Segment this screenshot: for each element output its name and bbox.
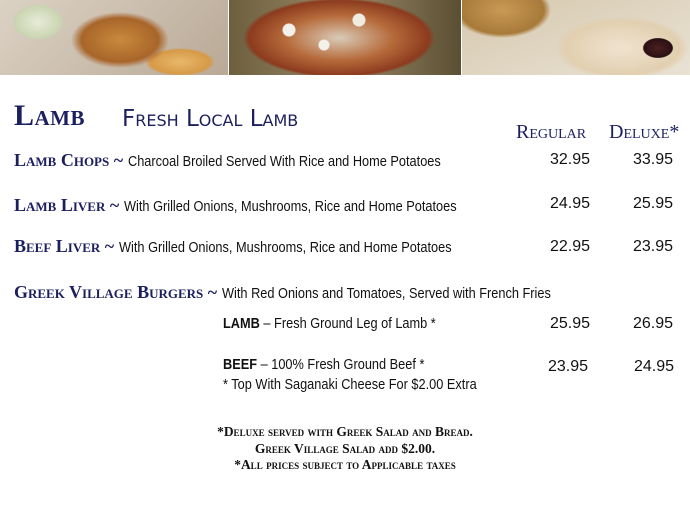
- item-name: Lamb Chops ~: [14, 150, 124, 170]
- price-deluxe: 23.95: [633, 238, 674, 255]
- food-photo-strip: [0, 0, 690, 75]
- price-deluxe: 25.95: [633, 195, 674, 212]
- price-regular: 22.95: [550, 238, 591, 255]
- option-description: – 100% Fresh Ground Beef *: [257, 357, 425, 373]
- option-name: LAMB: [223, 316, 260, 332]
- column-header-deluxe: Deluxe*: [609, 121, 680, 143]
- pasta-dish-photo: [229, 0, 461, 75]
- fried-fish-photo: [0, 0, 228, 75]
- deluxe-note: *Deluxe served with Greek Salad and Bread.: [217, 424, 473, 439]
- burger-option-lamb: [223, 315, 465, 333]
- column-header-regular: Regular: [516, 121, 587, 143]
- item-description: With Red Onions and Tomatoes, Served with French Fries: [221, 286, 551, 302]
- price-regular: 23.95: [548, 358, 589, 375]
- salad-note: Greek Village Salad add $2.00.: [254, 441, 436, 456]
- burger-option-beef: [223, 356, 452, 374]
- price-deluxe: 26.95: [633, 315, 674, 332]
- dip-plate-photo: [462, 0, 690, 75]
- option-name: BEEF: [223, 357, 258, 373]
- item-name: Lamb Liver ~: [14, 195, 120, 215]
- item-name: Greek Village Burgers ~: [14, 282, 218, 302]
- price-regular: 24.95: [550, 195, 591, 212]
- option-description: – Fresh Ground Leg of Lamb *: [259, 316, 436, 332]
- item-description: Charcoal Broiled Served With Rice and Home Potatoes: [127, 154, 441, 170]
- item-name: Beef Liver ~: [14, 236, 115, 256]
- item-description: With Grilled Onions, Mushrooms, Rice and Home Potatoes: [118, 240, 452, 256]
- saganaki-extra-note: * Top With Saganaki Cheese For $2.00 Extra: [223, 377, 477, 393]
- item-description: With Grilled Onions, Mushrooms, Rice and Home Potatoes: [123, 199, 457, 215]
- price-regular: 25.95: [550, 315, 591, 332]
- menu-item-beef-liver: [14, 236, 497, 257]
- menu-item-lamb-liver: [14, 195, 502, 216]
- price-regular: 32.95: [550, 151, 591, 168]
- price-deluxe: 24.95: [634, 358, 675, 375]
- menu-item-lamb-chops: [14, 150, 483, 171]
- price-deluxe: 33.95: [633, 151, 674, 168]
- section-subtitle: Fresh Local Lamb: [122, 106, 299, 132]
- section-title: Lamb: [14, 99, 86, 132]
- menu-item-greek-village-burgers: [14, 282, 595, 303]
- tax-note: *All prices subject to Applicable taxes: [234, 457, 456, 472]
